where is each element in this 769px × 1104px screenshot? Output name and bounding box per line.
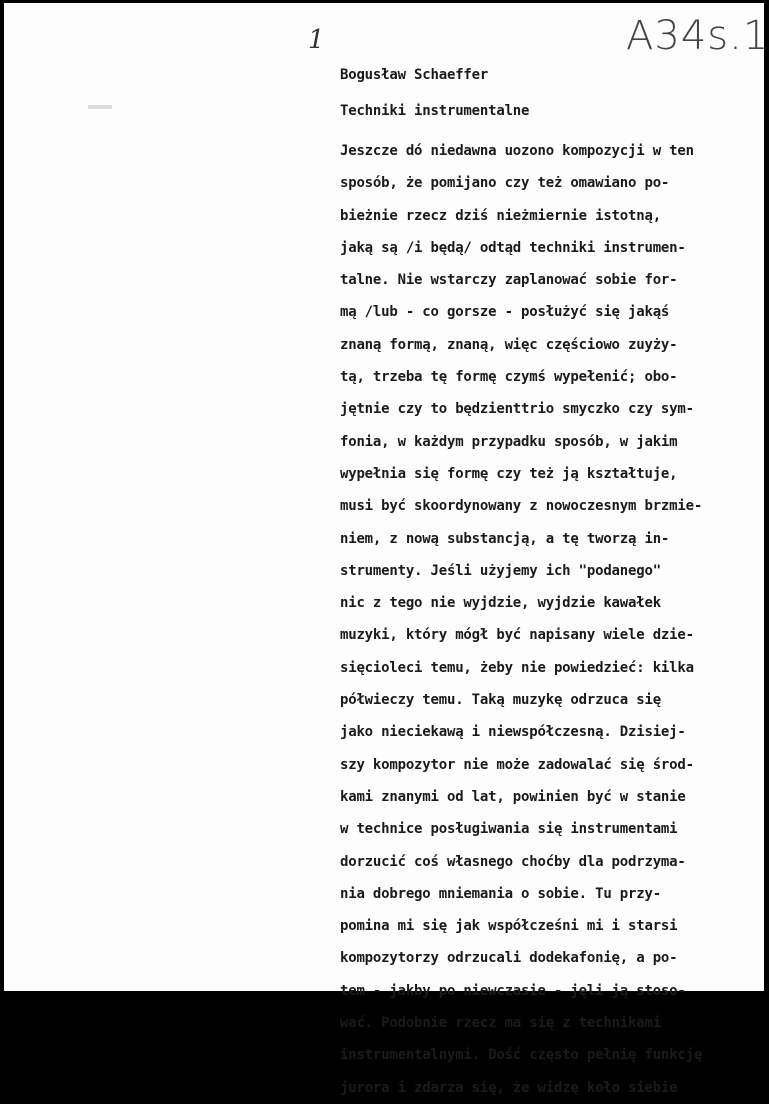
document-page	[4, 3, 769, 1096]
body-text	[340, 135, 764, 1104]
text-line: instrumentalnymi. Dość często pełnię funkcję	[340, 1047, 703, 1064]
text-line: sposób, że pomijano czy też omawiano po-	[340, 175, 670, 192]
text-line: w technice posługiwania się instrumentami	[340, 821, 678, 838]
text-line: nic z tego nie wyjdzie, wyjdzie kawałek	[340, 595, 661, 612]
text-line: kami znanymi od lat, powinien być w stanie	[340, 788, 686, 805]
text-line: jako nieciekawą i niewspółczesną. Dzisiej-	[340, 724, 686, 741]
text-line: strumenty. Jeśli użyjemy ich "podanego"	[340, 562, 661, 579]
text-line: bieżnie rzecz dziś nieżmiernie istotną,	[340, 207, 661, 224]
text-line: talne. Nie wstarczy zaplanować sobie for-	[340, 272, 678, 289]
text-line: szy kompozytor nie może zadowalać się środ-	[340, 756, 694, 773]
text-line: jurora i zdarza się, że widzę koło siebie	[340, 1079, 678, 1096]
text-line: tą, trzeba tę formę czymś wypełenić; obo-	[340, 369, 678, 386]
author-name: Bogusław Schaeffer	[340, 67, 489, 83]
typescript-body	[340, 51, 764, 1104]
text-line: niem, z nową substancją, a tę tworzą in-	[340, 530, 670, 547]
text-line: jaką są /i będą/ odtąd techniki instrumen-	[340, 239, 686, 256]
text-line: Jeszcze dó niedawna uozono kompozycji w ten	[340, 143, 694, 159]
text-line: kompozytorzy odrzucali dodekafonię, a po-	[340, 950, 678, 967]
text-line: musi być skoordynowany z nowoczesnym brzmie-	[340, 498, 703, 515]
margin-smudge	[88, 105, 112, 109]
text-line: fonia, w każdym przypadku sposób, w jakim	[340, 433, 678, 450]
text-line: półwieczy temu. Taką muzykę odrzuca się	[340, 692, 661, 709]
text-line: sięcioleci temu, żeby nie powiedzieć: kilka	[340, 659, 694, 676]
text-line: znaną formą, znaną, więc częściowo zuyży-	[340, 336, 678, 353]
handwritten-archive-code: A34s.1	[626, 13, 769, 59]
text-line: pomina mi się jak współcześni mi i starsi	[340, 918, 678, 935]
text-line: wać. Podobnie rzecz ma się z technikami	[340, 1015, 661, 1032]
text-line: muzyki, który mógł być napisany wiele dzie-	[340, 627, 694, 644]
text-line: dorzucić coś własnego choćby dla podrzyma-	[340, 853, 686, 870]
handwritten-page-number: 1	[308, 25, 325, 55]
document-title: Techniki instrumentalne	[340, 103, 530, 119]
text-line: mą /lub - co gorsze - posłużyć się jakąś	[340, 304, 670, 321]
text-line: jętnie czy to będzienttrio smyczko czy sym-	[340, 401, 694, 418]
text-line: tem - jakby po niewczasie - jęli ją stoso-	[340, 982, 686, 999]
text-line: wypełnia się formę czy też ją kształtuje,	[340, 465, 678, 482]
text-line: nia dobrego mniemania o sobie. Tu przy-	[340, 885, 661, 902]
